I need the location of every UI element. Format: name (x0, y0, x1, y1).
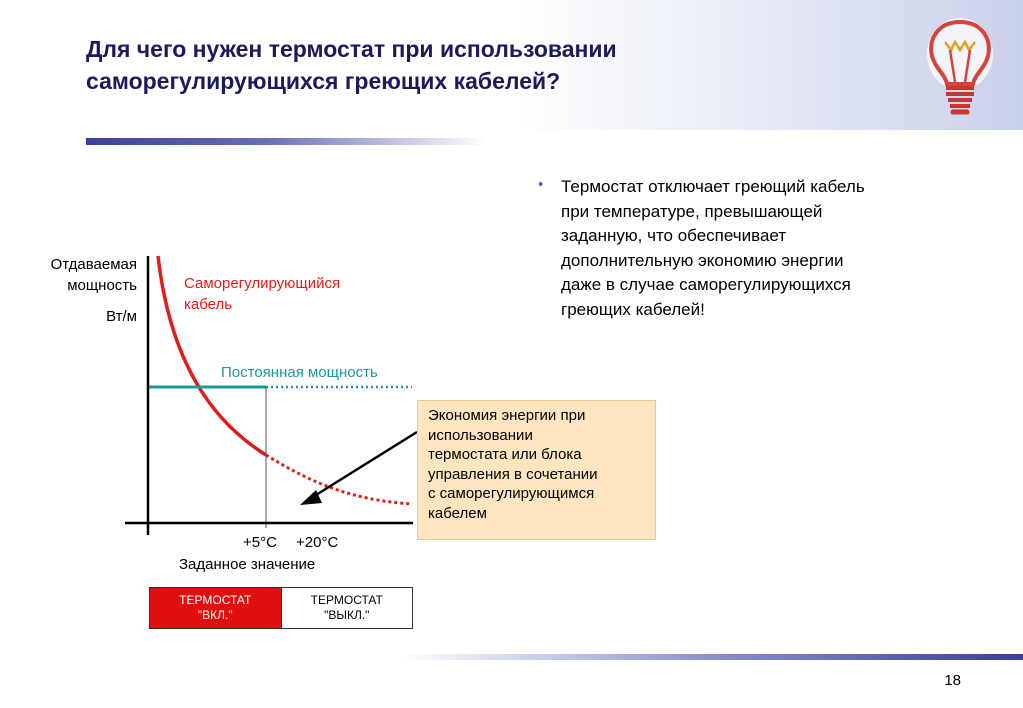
y-axis-label-line-2: мощность (67, 277, 137, 294)
bullet-line: дополнительную экономию энергии (561, 250, 844, 270)
savings-line: кабелем (428, 504, 487, 522)
savings-line: Экономия энергии при (428, 407, 586, 424)
energy-savings-box (417, 400, 656, 540)
bullet-line: при температуре, превышающей (561, 201, 823, 221)
thermostat-on-line-1: ТЕРМОСТАТ (179, 593, 252, 607)
savings-line: управления в сочетании (428, 465, 598, 483)
bullet-line: греющих кабелей! (561, 299, 705, 319)
bullet-line: Термостат отключает греющий кабель (561, 177, 865, 196)
thermostat-on-line-2: "ВКЛ." (197, 608, 233, 622)
curve-label-line-1: Саморегулирующийся (184, 275, 341, 292)
savings-line: с саморегулирующимся (428, 485, 595, 502)
thermostat-on-cell (150, 588, 282, 629)
x-axis-label: Заданное значение (179, 556, 316, 573)
y-axis-label-line-1: Отдаваемая (50, 256, 137, 273)
page-number: 18 (944, 672, 961, 689)
footer-bar (400, 654, 1023, 660)
bullet-line: даже в случае саморегулирующихся (561, 275, 851, 294)
savings-arrow (308, 432, 417, 500)
thermostat-off-line-1: ТЕРМОСТАТ (310, 593, 383, 607)
thermostat-state-table (149, 587, 413, 629)
curve-label-line-2: кабель (184, 296, 233, 313)
bullet-icon: • (538, 176, 544, 193)
page-title-line-2: саморегулирующихся греющих кабелей? (86, 68, 561, 94)
savings-line: термостата или блока (428, 446, 582, 463)
savings-line: использовании (428, 426, 533, 444)
bullet-line: заданную, что обеспечивает (561, 226, 787, 245)
y-axis-unit: Вт/м (106, 308, 137, 325)
tick-label-20c: +20°C (296, 534, 339, 551)
thermostat-off-cell (281, 588, 413, 629)
tick-label-5c: +5°C (243, 534, 277, 551)
thermostat-off-line-2: "ВЫКЛ." (324, 608, 370, 622)
constant-power-label: Постоянная мощность (221, 364, 378, 381)
page-title-line-1: Для чего нужен термостат при использовании (86, 36, 617, 62)
